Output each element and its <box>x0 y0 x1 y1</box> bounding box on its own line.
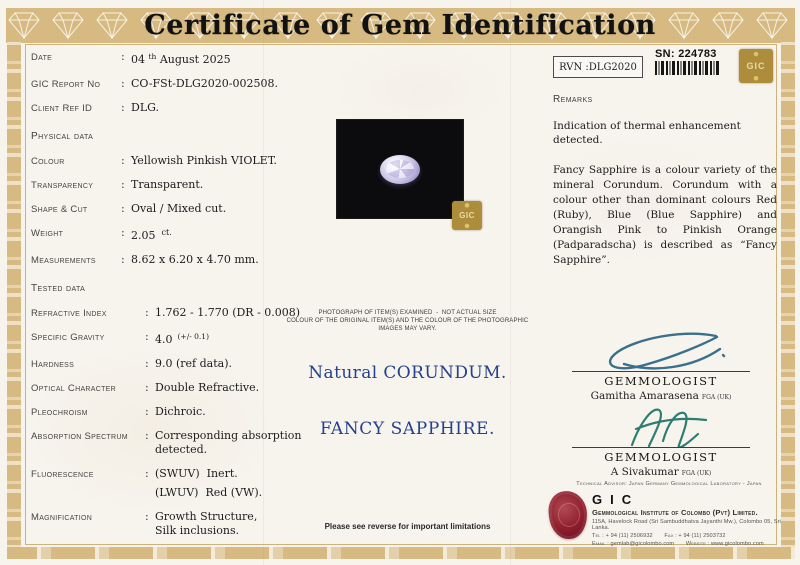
date-value: 04 $^{th}$ August 2025 <box>131 52 231 66</box>
colon <box>145 429 155 442</box>
client-ref-row <box>31 101 306 115</box>
signature-2-rule <box>572 447 750 448</box>
colour-value: Yellowish Pinkish VIOLET. <box>131 154 277 167</box>
absorption-spectrum-value: Corresponding absorption detected. <box>155 429 302 456</box>
rvn-box: RVN :DLG2020 <box>553 56 643 78</box>
weight-value: 2.05 $^{ct.}$ <box>131 228 172 242</box>
absorption-spectrum-row <box>31 429 306 457</box>
variety-result: FANCY SAPPHIRE. <box>319 419 496 439</box>
report-no-label: GIC Report No <box>31 79 101 90</box>
paper-crease <box>510 0 511 565</box>
optical-character-label: Optical Character <box>31 383 116 394</box>
fluorescence-value: (SWUV) Inert. (LWUV) Red (VW). <box>155 467 263 499</box>
org-name: Gemmological Institute of Colombo (Pvt) Limited. <box>592 508 758 517</box>
measurements-row <box>31 253 306 267</box>
left-border-band <box>7 42 21 549</box>
tested-data-heading: Tested data <box>31 283 86 294</box>
left-column <box>31 50 306 548</box>
magnification-label: Magnification <box>31 512 93 523</box>
date-row <box>31 50 306 67</box>
colour-label: Colour <box>31 156 65 167</box>
serial-number-block <box>655 48 725 75</box>
gic-logo <box>739 49 773 83</box>
gic-gold-sticker <box>452 201 482 230</box>
specific-gravity-label: Specific Gravity <box>31 332 105 343</box>
transparency-value: Transparent. <box>131 178 204 191</box>
species-result: Natural CORUNDUM. <box>308 363 507 383</box>
weight-label: Weight <box>31 228 64 239</box>
colon <box>145 381 155 394</box>
magnification-row <box>31 510 306 538</box>
colon <box>145 357 155 370</box>
remarks-heading: Remarks <box>553 94 593 105</box>
transparency-row <box>31 178 306 192</box>
organization-block <box>592 492 788 547</box>
gemmologist-title-2: GEMMOLOGIST <box>604 450 718 464</box>
colon <box>121 50 131 63</box>
remarks-section <box>553 94 777 268</box>
colon <box>121 202 131 215</box>
shape-cut-value: Oval / Mixed cut. <box>131 202 227 215</box>
colon <box>145 306 155 319</box>
refractive-index-row <box>31 306 306 320</box>
optical-character-row <box>31 381 306 395</box>
photo-caption-line1: PHOTOGRAPH OF ITEM(S) EXAMINED - NOT ACTUAL SIZE <box>318 310 497 316</box>
gic-logo-text: GIC <box>746 61 766 71</box>
gemmologist-title-1: GEMMOLOGIST <box>604 374 718 388</box>
reverse-note: Please see reverse for important limitations <box>324 522 491 531</box>
remarks-paragraph-1: Indication of thermal enhancement detected. <box>553 120 741 146</box>
signature-2-icon <box>566 405 756 447</box>
right-border-band <box>781 42 795 549</box>
remarks-paragraph-2: Fancy Sapphire is a colour variety of the mineral Corundum. Corundum with a colour other than dominant colours Red (Ruby), Blue (Blue Sapphire) and Orangish Pink to Pinkish Orange (Padparadscha) is described as “Fancy Sapphire”. <box>553 164 777 266</box>
gemmologist-name-2: A Sivakumar FGA (UK) <box>610 466 712 478</box>
org-initials: GIC <box>592 492 640 507</box>
specific-gravity-value: 4.0 $^{(+/- 0.1)}$ <box>155 332 210 346</box>
transparency-label: Transparency <box>31 180 94 191</box>
colon <box>121 253 131 266</box>
fluorescence-row <box>31 467 306 500</box>
signature-1-rule <box>572 371 750 372</box>
signature-block-1 <box>560 331 762 402</box>
absorption-spectrum-label: Absorption Spectrum <box>31 431 128 442</box>
certificate-title: Certificate of Gem Identification <box>144 10 656 41</box>
barcode-icon <box>655 61 719 75</box>
org-phone-line: Tel : + 94 (11) 2506932 Fax : + 94 (11) 2503732 <box>592 533 726 539</box>
specific-gravity-row <box>31 330 306 347</box>
weight-row <box>31 226 306 243</box>
refractive-index-label: Refractive Index <box>31 308 107 319</box>
magnification-value: Growth Structure, Silk inclusions. <box>155 510 258 537</box>
colon <box>145 405 155 418</box>
colon <box>145 467 155 480</box>
colon <box>121 77 131 90</box>
measurements-value: 8.62 x 6.20 x 4.70 mm. <box>131 253 259 266</box>
gemstone-image <box>380 155 420 184</box>
client-ref-label: Client Ref ID <box>31 103 93 114</box>
gic-sticker-text: GIC <box>459 211 475 220</box>
pleochroism-value: Dichroic. <box>155 405 206 418</box>
shape-cut-row <box>31 202 306 216</box>
colon <box>121 101 131 114</box>
report-no-row <box>31 77 306 91</box>
technical-advisor-line: Technical Advisor: Japan Germany Gemmological Laboratory - Japan <box>576 481 762 487</box>
tested-data-rows <box>31 306 306 538</box>
colon <box>121 226 131 239</box>
report-no-value: CO-FSt-DLG2020-002508. <box>131 77 278 90</box>
colon <box>121 154 131 167</box>
gemmologist-name-1: Gamitha Amarasena FGA (UK) <box>590 390 732 402</box>
hardness-row <box>31 357 306 371</box>
signature-block-2 <box>560 405 762 478</box>
wax-seal-icon <box>547 489 590 541</box>
org-web-line: Email : gemlab@gicolombo.com Website : www.gicolombo.com <box>592 541 764 547</box>
optical-character-value: Double Refractive. <box>155 381 260 394</box>
colon <box>145 330 155 343</box>
serial-number: SN: 224783 <box>655 48 717 60</box>
fluorescence-label: Fluorescence <box>31 469 94 480</box>
pleochroism-row <box>31 405 306 419</box>
bottom-border-band <box>7 547 795 559</box>
org-address: 115A, Havelock Road (Sri Sambuddhatva Jayanthi Mw.), Colombo 05, Sri Lanka. <box>592 519 781 531</box>
colour-row <box>31 154 306 168</box>
client-ref-value: DLG. <box>131 101 160 114</box>
colon <box>121 178 131 191</box>
photo-caption <box>285 309 530 333</box>
physical-data-heading: Physical data <box>31 131 94 142</box>
colon <box>145 510 155 523</box>
pleochroism-label: Pleochroism <box>31 407 88 418</box>
shape-cut-label: Shape & Cut <box>31 204 88 215</box>
refractive-index-value: 1.762 - 1.770 (DR - 0.008) <box>155 306 301 319</box>
signature-1-icon <box>566 331 756 371</box>
measurements-label: Measurements <box>31 255 96 266</box>
hardness-value: 9.0 (ref data). <box>155 357 232 370</box>
gem-photo <box>337 120 463 218</box>
photo-caption-line2: COLOUR OF THE ORIGINAL ITEM(S) AND THE COLOUR OF THE PHOTOGRAPHIC IMAGES MAY VARY. <box>286 318 529 332</box>
hardness-label: Hardness <box>31 359 75 370</box>
date-label: Date <box>31 52 53 63</box>
